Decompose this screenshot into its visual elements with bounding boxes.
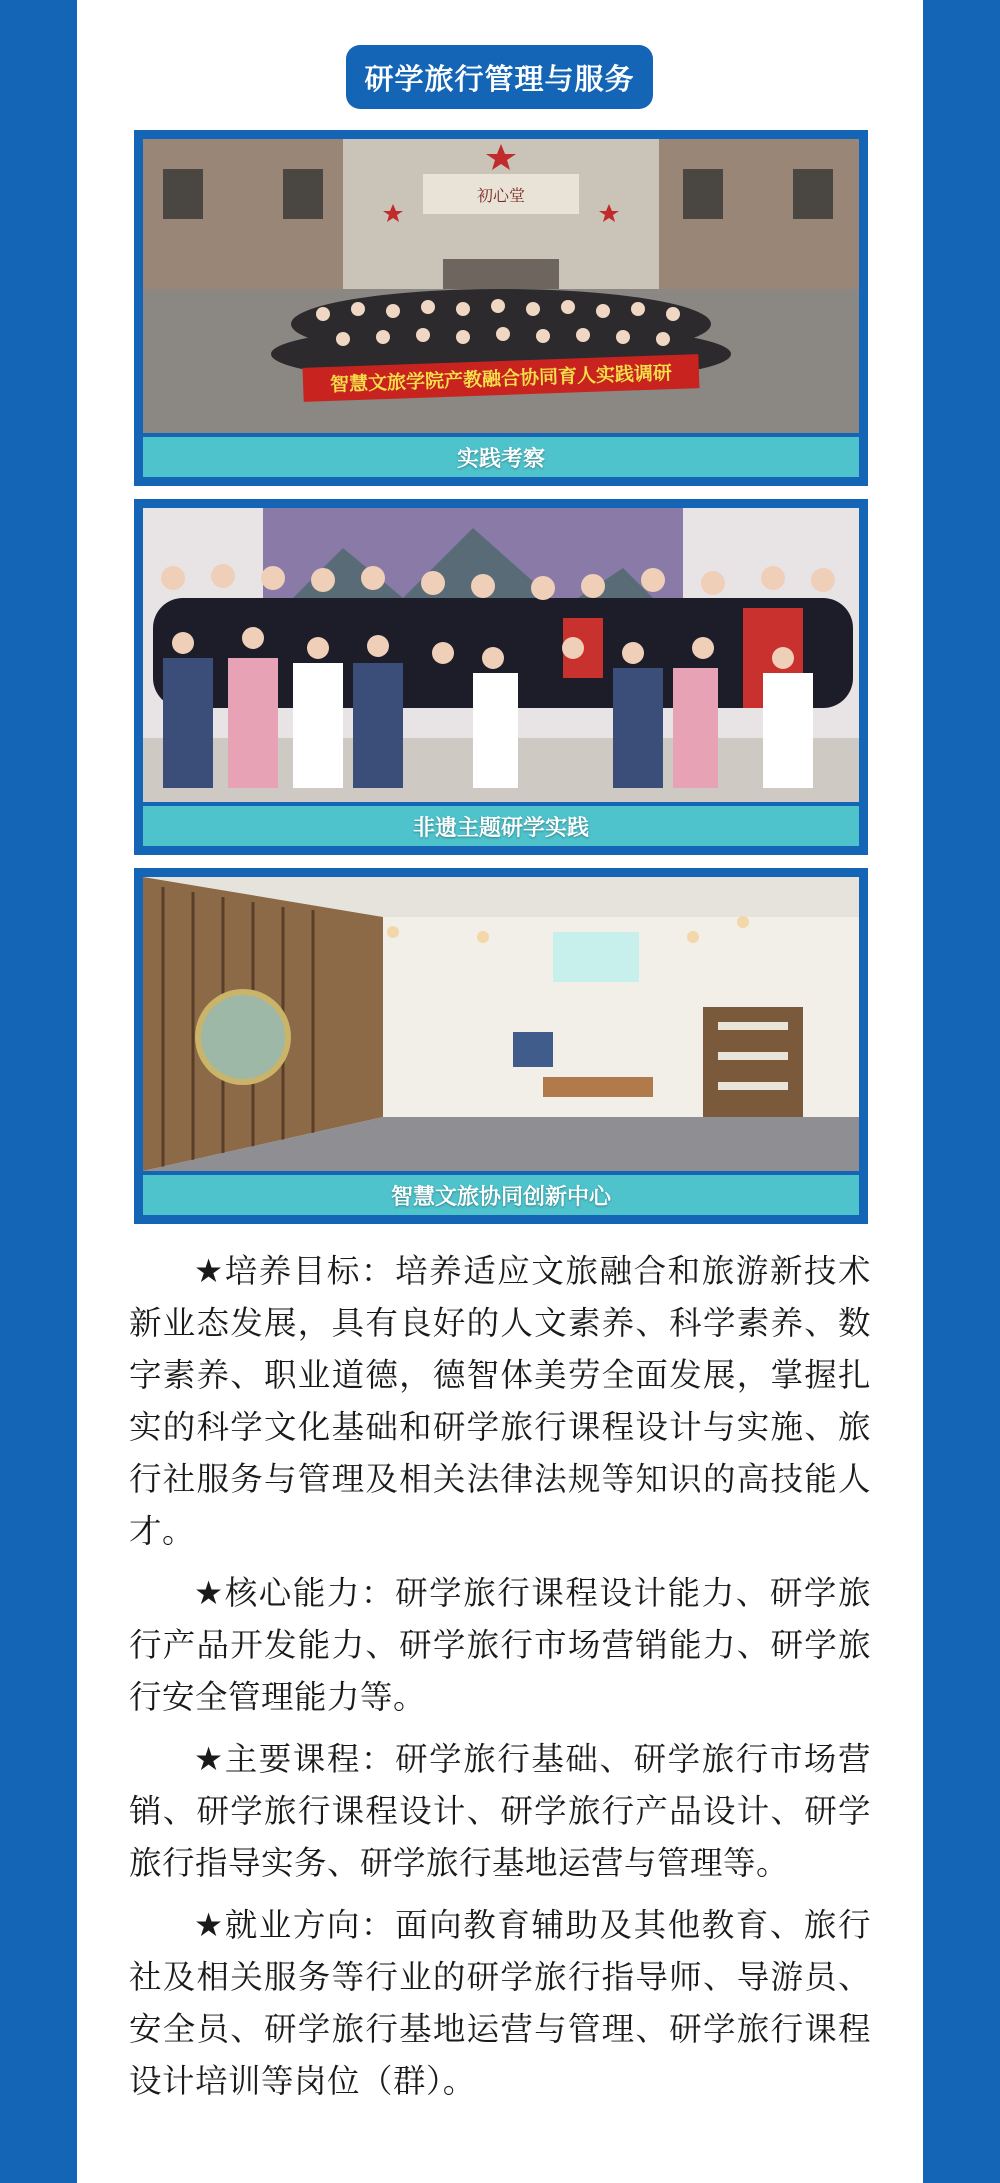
core-competency-paragraph: ★核心能力：研学旅行课程设计能力、研学旅行产品开发能力、研学旅行市场营销能力、研学旅行安全管理能力等。 [129,1574,871,1716]
photo-caption: 智慧文旅协同创新中心 [143,1175,859,1215]
photo-caption: 非遗主题研学实践 [143,806,859,846]
employment-direction-paragraph: ★就业方向：面向教育辅助及其他教育、旅行社及相关服务等行业的研学旅行指导师、导游员、安全员、研学旅行基地运营与管理、研学旅行课程设计培训等岗位（群）。 [129,1906,871,2100]
photo-card-heritage-study [134,499,868,855]
banner-text: 智慧文旅学院产教融合协同育人实践调研 [329,362,673,396]
program-description [129,1245,871,2117]
main-courses-paragraph: ★主要课程：研学旅行基础、研学旅行市场营销、研学旅行课程设计、研学旅行产品设计、研学旅行指导实务、研学旅行基地运营与管理等。 [129,1740,871,1882]
group-photo-children [143,508,859,802]
building-sign-text: 初心堂 [476,186,526,205]
photo-card-innovation-center [134,868,868,1224]
section-title: 研学旅行管理与服务 [346,45,653,109]
exhibition-hall-photo [143,877,859,1171]
photo-caption: 实践考察 [143,437,859,477]
training-objective-paragraph: ★培养目标：培养适应文旅融合和旅游新技术新业态发展，具有良好的人文素养、科学素养、数字素养、职业道德，德智体美劳全面发展，掌握扎实的科学文化基础和研学旅行课程设计与实施、旅行社服务与管理及相关法律法规等知识的高技能人才。 [129,1252,871,1550]
photo-card-field-study [134,130,868,486]
group-photo-building [143,139,859,433]
